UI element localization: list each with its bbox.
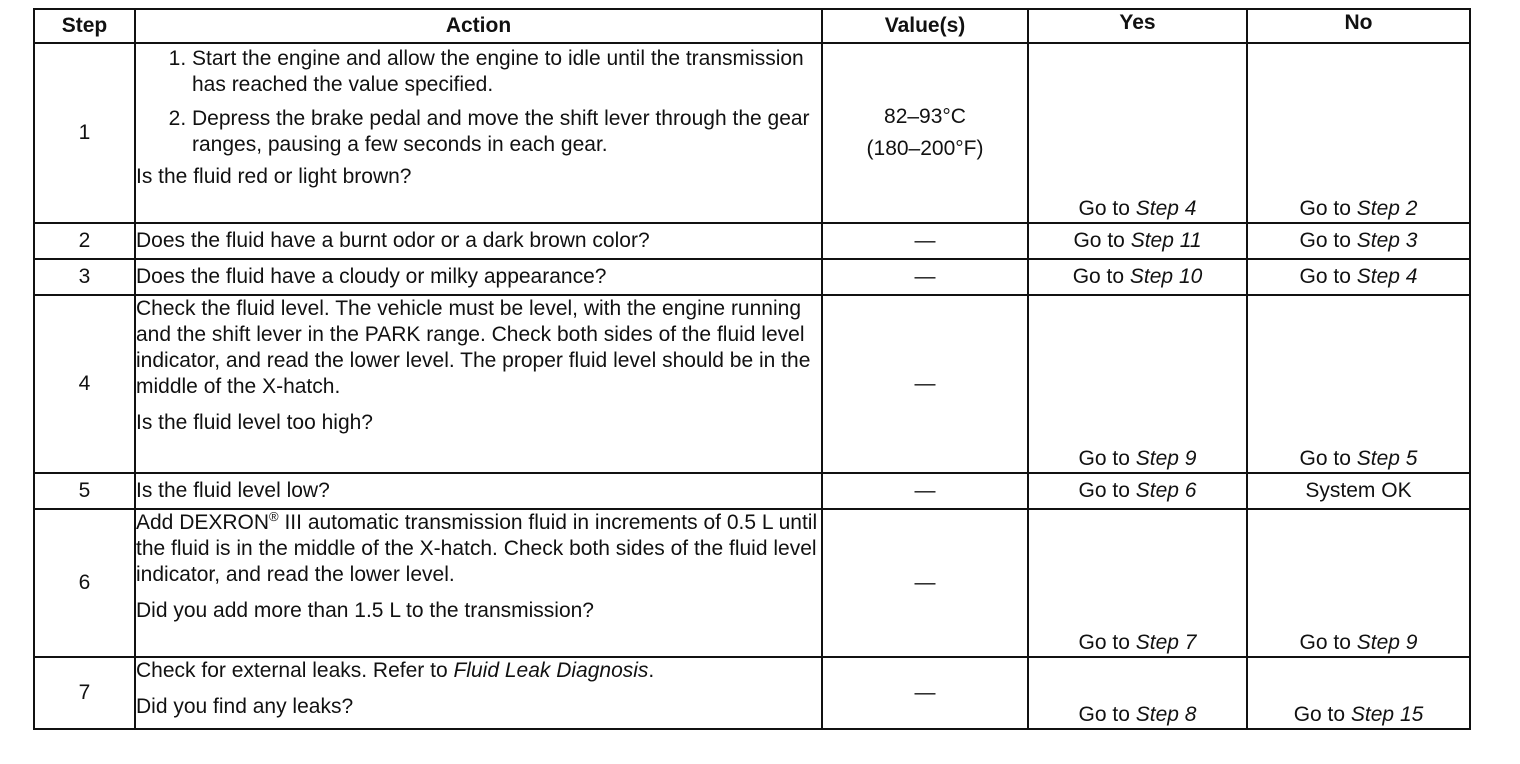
step-number: 1 <box>34 43 135 223</box>
no-link[interactable]: Step 2 <box>1356 197 1418 220</box>
table-row <box>34 657 1470 729</box>
header-step: Step <box>34 9 135 43</box>
yes-cell <box>1028 509 1247 657</box>
action-question: Is the fluid level too high? <box>136 411 373 434</box>
action-question: Did you find any leaks? <box>136 695 354 718</box>
action-question: Did you add more than 1.5 L to the transmission? <box>136 599 594 622</box>
action-steps-list <box>136 46 821 158</box>
step-number: 2 <box>34 223 135 259</box>
yes-link[interactable]: Step 8 <box>1135 703 1197 726</box>
yes-link[interactable]: Step 7 <box>1135 631 1197 654</box>
table-row <box>34 223 1470 259</box>
no-link[interactable]: Step 3 <box>1356 229 1418 252</box>
goto-label: Go to <box>1299 631 1351 654</box>
yes-link[interactable]: Step 11 <box>1130 229 1202 252</box>
yes-cell <box>1028 259 1247 295</box>
action-text-end: . <box>648 659 655 682</box>
value-celsius: 82–93°C <box>884 105 966 128</box>
action-text <box>136 510 821 588</box>
list-item: 2. Depress the brake pedal and move the shift lever through the gear ranges, pausing a few seconds in each gear. <box>192 106 821 158</box>
action-cell <box>135 657 822 729</box>
step-number: 7 <box>34 657 135 729</box>
yes-cell <box>1028 473 1247 509</box>
no-cell <box>1247 223 1470 259</box>
goto-label: Go to <box>1078 447 1130 470</box>
goto-label: Go to <box>1073 229 1125 252</box>
no-cell <box>1247 509 1470 657</box>
header-action: Action <box>135 9 822 43</box>
no-link[interactable]: Step 15 <box>1350 703 1424 726</box>
yes-link[interactable]: Step 10 <box>1129 265 1203 288</box>
goto-label: Go to <box>1299 229 1351 252</box>
value-cell: — <box>822 509 1028 657</box>
goto-label: Go to <box>1299 447 1351 470</box>
table-row <box>34 259 1470 295</box>
action-cell <box>135 509 822 657</box>
goto-label: Go to <box>1299 265 1351 288</box>
value-cell: — <box>822 223 1028 259</box>
action-question: Is the fluid red or light brown? <box>136 165 412 188</box>
no-link[interactable]: Step 4 <box>1356 265 1418 288</box>
goto-label: Go to <box>1072 265 1125 288</box>
value-cell: — <box>822 259 1028 295</box>
yes-cell <box>1028 295 1247 473</box>
action-cell: Does the fluid have a cloudy or milky appearance? <box>135 259 822 295</box>
goto-label: Go to <box>1078 631 1130 654</box>
step-number: 3 <box>34 259 135 295</box>
goto-label: Go to <box>1078 703 1130 726</box>
value-fahrenheit: (180–200°F) <box>866 137 984 160</box>
table-row <box>34 295 1470 473</box>
yes-link[interactable]: Step 4 <box>1135 197 1197 220</box>
table-row <box>34 509 1470 657</box>
no-cell <box>1247 657 1470 729</box>
goto-label: Go to <box>1078 479 1130 502</box>
registered-mark: ® <box>269 509 279 524</box>
table-row <box>34 473 1470 509</box>
step-number: 5 <box>34 473 135 509</box>
value-cell: — <box>822 473 1028 509</box>
no-cell <box>1247 259 1470 295</box>
reference-link[interactable]: Fluid Leak Diagnosis <box>453 659 649 682</box>
action-cell <box>135 43 822 223</box>
action-text: Check the fluid level. The vehicle must be level, with the engine running and the shift lever in the PARK range. Check both sides of the fluid level indicator, and read the lower level. The proper fluid level should be in the middle of the X-hatch. <box>136 297 811 398</box>
step-number: 4 <box>34 295 135 473</box>
header-row <box>34 9 1470 43</box>
header-values: Value(s) <box>822 9 1028 43</box>
action-cell: Is the fluid level low? <box>135 473 822 509</box>
header-yes: Yes <box>1028 9 1247 43</box>
value-cell: — <box>822 295 1028 473</box>
action-text <box>136 658 821 684</box>
goto-label: Go to <box>1293 703 1346 726</box>
value-cell: — <box>822 657 1028 729</box>
diagnostic-table <box>33 8 1471 730</box>
action-text-rest: III automatic transmission fluid in increments of 0.5 L until the fluid is in the middle of the X-hatch. Check both sides of the fluid level indicator, and read the lower level. <box>136 511 818 586</box>
no-link[interactable]: Step 9 <box>1356 631 1418 654</box>
action-text-start: Check for external leaks. Refer to <box>136 659 454 682</box>
yes-cell <box>1028 223 1247 259</box>
no-link[interactable]: Step 5 <box>1356 447 1418 470</box>
yes-cell <box>1028 657 1247 729</box>
yes-link[interactable]: Step 9 <box>1135 447 1197 470</box>
table-row <box>34 43 1470 223</box>
goto-label: Go to <box>1299 197 1351 220</box>
list-item: 1. Start the engine and allow the engine to idle until the transmission has reached the value specified. <box>192 46 821 98</box>
no-cell <box>1247 295 1470 473</box>
action-cell <box>135 295 822 473</box>
no-cell: System OK <box>1247 473 1470 509</box>
yes-link[interactable]: Step 6 <box>1135 479 1197 502</box>
step-number: 6 <box>34 509 135 657</box>
value-cell <box>822 43 1028 223</box>
no-cell <box>1247 43 1470 223</box>
action-cell: Does the fluid have a burnt odor or a dark brown color? <box>135 223 822 259</box>
goto-label: Go to <box>1078 197 1130 220</box>
yes-cell <box>1028 43 1247 223</box>
header-no: No <box>1247 9 1470 43</box>
action-text-start: Add DEXRON <box>136 511 270 534</box>
